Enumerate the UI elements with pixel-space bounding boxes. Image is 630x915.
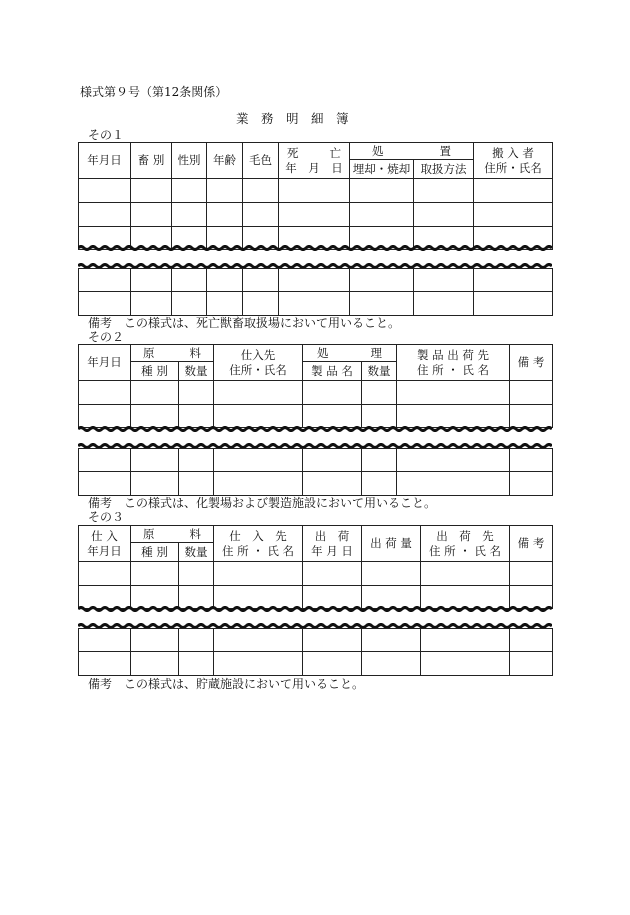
form3-ship-dest-2: 住 所 ・ 氏 名	[428, 543, 502, 558]
form1-label: その１	[88, 128, 125, 142]
form1-col-disposal	[350, 143, 474, 160]
form3-material-1: 原	[143, 526, 155, 541]
page-title: 業 務 明 細 簿	[236, 111, 349, 126]
form-number: 様式第９号（第12条関係）	[80, 85, 228, 99]
form1-col-color: 毛色	[243, 143, 279, 179]
form1-disposal-1: 処	[372, 143, 384, 158]
form3-note: 備考 この様式は、貯蔵施設において用いること。	[88, 677, 365, 691]
form2-col-remarks: 備 考	[510, 345, 553, 381]
form1-col-livestock: 畜 別	[131, 143, 172, 179]
form2-note: 備考 この様式は、化製場および製造施設において用いること。	[88, 496, 437, 510]
table-row	[79, 652, 553, 676]
form3-ship-1: 出 荷	[314, 529, 350, 544]
form2-col-destination	[397, 345, 510, 381]
form2-process-1: 処	[317, 345, 329, 360]
form2-col-date: 年月日	[79, 345, 131, 381]
form1-death-3: 年 月 日	[285, 160, 343, 175]
form3-table-bottom	[78, 628, 553, 676]
form1-disposal-2: 置	[439, 143, 451, 158]
form1-table-bottom	[78, 268, 553, 316]
form1-note: 備考 この様式は、死亡獣畜取扱場において用いること。	[88, 316, 401, 330]
form1-col-death	[279, 143, 350, 179]
form1-col-sex: 性別	[172, 143, 207, 179]
form1-col-disposal-a: 埋却・焼却	[350, 160, 414, 179]
table-row	[79, 405, 553, 428]
form1-carrier-2: 住所・氏名	[484, 160, 542, 175]
form2-col-product-name: 製 品 名	[303, 362, 362, 381]
table-row	[79, 179, 553, 203]
form2-col-quantity: 数量	[179, 362, 214, 381]
table-row	[79, 203, 553, 227]
form3-material-2: 料	[189, 526, 201, 541]
form2-col-kind: 種 別	[131, 362, 179, 381]
form2-destination-1: 製 品 出 荷 先	[416, 348, 490, 363]
form3-purchase-1: 仕 入	[91, 529, 118, 544]
form1-death-1: 死	[287, 146, 299, 161]
form1-col-disposal-b: 取扱方法	[414, 160, 474, 179]
form2-col-material	[131, 345, 214, 362]
form2-col-supplier	[214, 345, 303, 381]
table-row	[79, 562, 553, 586]
form2-table-bottom	[78, 448, 553, 496]
table-break-wave	[78, 245, 552, 251]
form2-material-2: 料	[189, 345, 201, 360]
table-row	[79, 292, 553, 316]
form2-process-2: 理	[370, 345, 382, 360]
form1-death-2: 亡	[329, 146, 341, 161]
form3-table-top	[78, 525, 553, 609]
form2-supplier-2: 住所・氏名	[229, 362, 287, 377]
form2-material-1: 原	[143, 345, 155, 360]
table-break-wave	[78, 426, 552, 432]
form3-col-remarks: 備 考	[510, 526, 553, 562]
form3-col-purchase	[79, 526, 131, 562]
form3-col-kind: 種 別	[131, 543, 179, 562]
form3-ship-2: 年 月 日	[311, 543, 353, 558]
form3-col-material	[131, 526, 214, 543]
form2-destination-2: 住 所 ・ 氏 名	[416, 362, 490, 377]
table-row	[79, 269, 553, 292]
form1-table-top	[78, 142, 553, 250]
form3-col-quantity: 数量	[179, 543, 214, 562]
form3-label: その３	[88, 510, 125, 524]
form1-carrier-1: 搬 入 者	[492, 146, 534, 161]
form1-col-age: 年齢	[207, 143, 243, 179]
table-break-wave	[78, 606, 552, 612]
form2-label: その２	[88, 330, 125, 344]
form2-supplier-1: 仕入先	[240, 348, 276, 363]
form3-supplier-1: 仕 入 先	[229, 529, 287, 544]
form3-col-ship-date	[303, 526, 362, 562]
table-row	[79, 449, 553, 472]
form3-supplier-2: 住 所 ・ 氏 名	[221, 543, 295, 558]
form3-col-ship-dest	[421, 526, 510, 562]
form3-ship-dest-1: 出 荷 先	[436, 529, 494, 544]
form3-purchase-2: 年月日	[87, 543, 122, 558]
form1-col-date: 年月日	[79, 143, 131, 179]
table-row	[79, 629, 553, 652]
form2-col-process	[303, 345, 397, 362]
form1-col-carrier	[474, 143, 553, 179]
table-row	[79, 381, 553, 405]
table-row	[79, 472, 553, 496]
form3-col-supplier	[214, 526, 303, 562]
form2-table-top	[78, 344, 553, 428]
form2-col-process-quantity: 数量	[362, 362, 397, 381]
form3-col-ship-amount: 出 荷 量	[362, 526, 421, 562]
